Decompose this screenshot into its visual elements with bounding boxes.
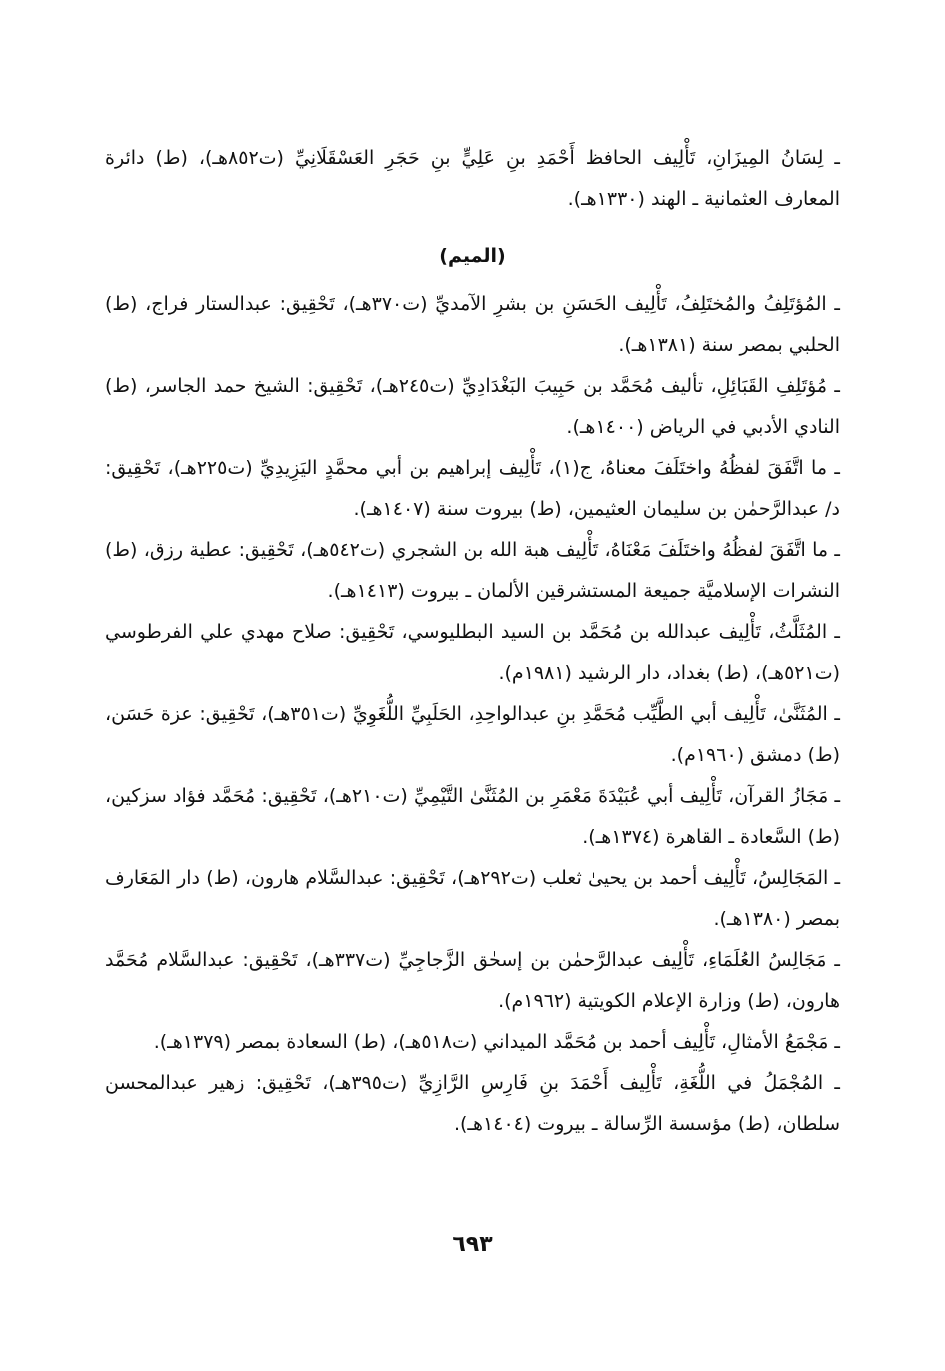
page-number: ٦٩٣: [452, 1232, 493, 1257]
bibliography-entry: ـ ما اتَّفَقَ لفظُهُ واختَلَفَ مَعْنَاهُ، تَأْلِيف هبة الله بن الشجري (ت٥٤٢هـ)، تَحْقِيق: عطية رزق، (ط) النشرات الإسلاميَّة جميعة المستشرقين الألمان ـ بيروت (١٤١٣هـ).: [105, 539, 841, 602]
bibliography-entry: ـ مَجْمَعُ الأمثالِ، تَأْلِيف أحمد بن مُحَمَّد الميداني (ت٥١٨هـ)، (ط) السعادة بمصر (١٣٧٩هـ).: [153, 1031, 840, 1053]
bibliography-content: [105, 138, 840, 1145]
bibliography-entry: ـ المُؤتَلِفُ والمُختَلِفُ، تَأْلِيف الحَسَنِ بن بشرِ الآمديِّ (ت٣٧٠هـ)، تَحْقِيق: عبدالستار فراج، (ط) الحلبي بمصر سنة (١٣٨١هـ).: [105, 293, 840, 356]
bibliography-entry: ـ ما اتَّفَقَ لفظُهُ واختَلَفَ معناهُ، ج(١)، تَأْلِيف إبراهيم بن أبي محمَّدٍ اليَزِيدِيِّ (ت٢٢٥هـ)، تَحْقِيق: د/ عبدالرَّحمٰن بن سليمان العثيمين، (ط) بيروت سنة (١٤٠٧هـ).: [105, 457, 840, 520]
bibliography-entry: ـ مَجَازُ القرآن، تَأْلِيف أبي عُبَيْدَةَ مَعْمَرِ بن المُثَنَّىٰ التَّيْمِيِّ (ت٢١٠هـ)، تَحْقِيق: مُحَمَّد فؤاد سزكين، (ط) السَّعادة ـ القاهرة (١٣٧٤هـ).: [105, 785, 841, 848]
bibliography-entry: ـ المَجَالِسُ، تَأْلِيف أحمد بن يحيىٰ ثعلب (ت٢٩٢هـ)، تَحْقِيق: عبدالسَّلام هارون، (ط) دار المَعَارف بمصر (١٣٨٠هـ).: [105, 867, 841, 930]
bibliography-entry: ـ المُجْمَلُ في اللُّغَةِ، تَأْلِيف أَحْمَدَ بنِ فَارِسِ الرَّازِيِّ (ت٣٩٥هـ)، تَحْقِيق: زهير عبدالمحسن سلطان، (ط) مؤسسة الرِّسالة ـ بيروت (١٤٠٤هـ).: [105, 1072, 840, 1135]
bibliography-entry: ـ مُؤتَلِفِ القَبَائِلِ، تأليف مُحَمَّد بن حَبِيبَ البَغْدَادِيِّ (ت٢٤٥هـ)، تَحْقِيق: الشيخ حمد الجاسر، (ط) النادي الأدبي في الرياض (١٤٠٠هـ).: [105, 375, 840, 438]
bibliography-entry: ـ المُثَنَّىٰ، تَأْلِيف أبي الطَّيِّب مُحَمَّدِ بنِ عبدالواحِدِ، الحَلَبِيِّ اللُّغَوِيِّ (ت٣٥١هـ)، تَحْقِيق: عزة حَسَن، (ط) دمشق (١٩٦٠م).: [105, 703, 841, 766]
bibliography-entry: ـ مَجَالِسُ العُلَمَاءِ، تَأْلِيف عبدالرَّحمٰن بن إسحٰق الزَّجاجِيِّ (ت٣٣٧هـ)، تَحْقِيق: عبدالسَّلام مُحَمَّد هارون، (ط) وزارة الإعلام الكويتية (١٩٦٢م).: [105, 949, 840, 1012]
bibliography-entry: ـ لِسَانُ المِيزَانِ، تَأْلِيف الحافظ أَحْمَدِ بنِ عَلِيٍّ بنِ حَجَرِ العَسْقَلَانِيِّ (ت٨٥٢هـ)، (ط) دائرة المعارف العثمانية ـ الهند (١٣٣٠هـ).: [105, 147, 840, 210]
bibliography-entry: ـ المُثَلَّثُ، تَأْلِيف عبدالله بن مُحَمَّد بن السيد البطليوسي، تَحْقِيق: صلاح مهدي علي الفرطوسي (ت٥٢١هـ)، (ط) بغداد، دار الرشيد (١٩٨١م).: [105, 621, 840, 684]
section-heading: (الميم): [439, 245, 506, 267]
